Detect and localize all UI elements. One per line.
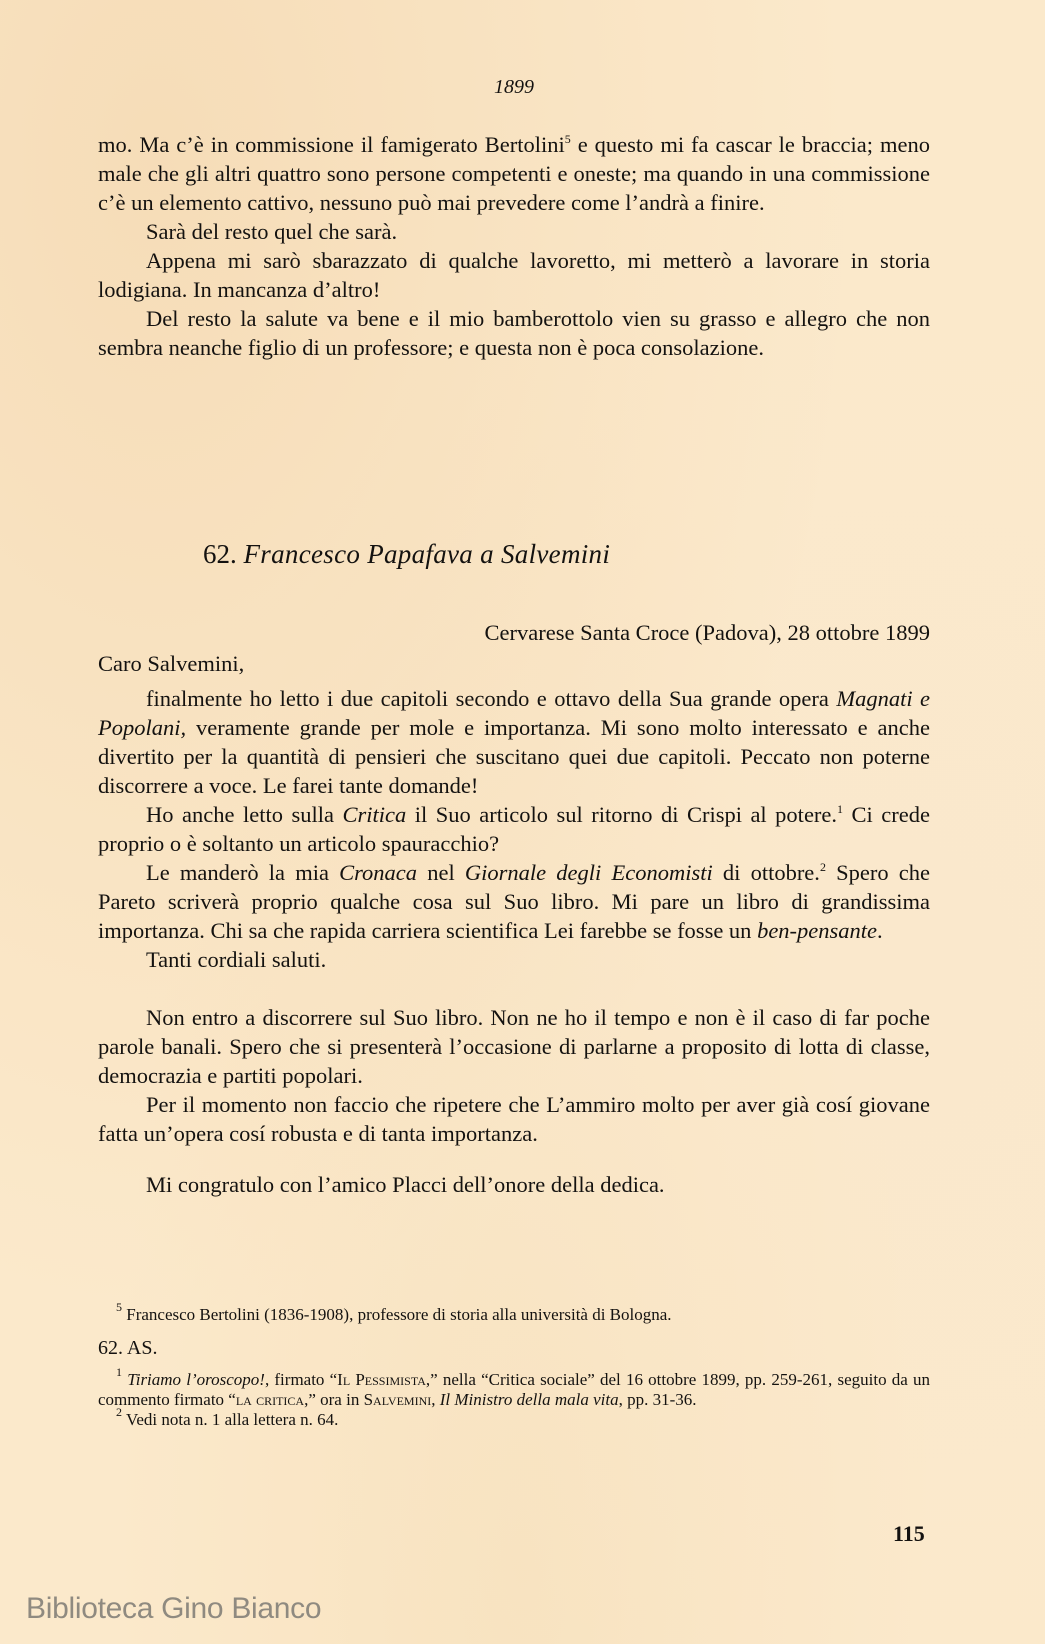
footnote-ref-1[interactable]: 1 [837,802,844,816]
paragraph: mo. Ma c’è in commissione il famigerato Bertolini$^5$ e questo mi fa cascar le braccia; meno male che gli altri quattro sono persone competenti e oneste; ma quando in una commissione c’è un elemento cattivo, nessuno può mai prevedere come l’andrà a finire. [98,132,930,215]
postscript-paragraph: Non entro a discorrere sul Suo libro. Non ne ho il tempo e non è il caso di far poche parole banali. Spero che si presenterà l’occasione di parlarne a proposito di lotta di classe, democrazia e partiti popolari. [98,1005,930,1088]
footnote-ref-5[interactable]: 5 [564,132,571,146]
postscript-paragraph: Mi congratulo con l’amico Placci dell’onore della dedica. [146,1172,665,1197]
letter-body [98,649,930,1199]
paragraph: Tanti cordiali saluti. [146,947,327,972]
paragraph: finalmente ho letto i due capitoli secondo e ottavo della Sua grande opera Magnati e Popolani, veramente grande per mole e importanza. Mi sono molto interessato e anche divertito per la quantità di pensieri che suscitano quei due capitoli. Peccato non poterne discorrere a voce. Le farei tante domande! [98,686,931,798]
paragraph: Appena mi sarò sbarazzato di qualche lavoretto, mi metterò a lavorare in storia lodigiana. In mancanza d’altro! [98,248,930,302]
paragraph: Del resto la salute va bene e il mio bamberottolo vien su grasso e allegro che non sembra neanche figlio di un professore; e questa non è poca consolazione. [98,306,930,360]
continued-letter-text [98,130,930,362]
footnote-ref-2[interactable]: 2 [819,860,826,874]
footnotes [98,1300,931,1430]
source-note: 62. AS. [98,1337,158,1359]
postscript-paragraph: Per il momento non faccio che ripetere che L’ammiro molto per aver già cosí giovane fatta un’opera cosí robusta e di tanta importanza. [98,1092,930,1146]
paragraph: Ho anche letto sulla Critica il Suo articolo sul ritorno di Crispi al potere.$^1$ Ci crede proprio o è soltanto un articolo spauracchio? [98,802,930,856]
paragraph: Sarà del resto quel che sarà. [146,219,398,244]
letter-dateline: Cervarese Santa Croce (Padova), 28 ottobre 1899 [484,620,930,645]
footnote-2: $^2$ Vedi nota n. 1 alla lettera n. 64. [116,1405,339,1429]
salutation: Caro Salvemini, [98,651,245,676]
letter-heading [203,539,610,570]
paragraph: Le manderò la mia Cronaca nel Giornale degli Economisti di ottobre.$^2$ Spero che Pareto scriverà proprio qualche cosa sul Suo libro. Mi pare un libro di grandissima importanza. Chi sa che rapida carriera scientifica Lei farebbe se fosse un ben-pensante. [98,860,930,943]
footnote-1: $^1$ Tiriamo l’oroscopo!, firmato “Il Pessimista,” nella “Critica sociale” del 16 ottobre 1899, pp. 259-261, seguito da un commento firmato “la critica,” ora in Salvemini, Il Ministro della mala vita, pp. 31-36. [98,1365,931,1409]
letter-title: Francesco Papafava a Salvemini [243,539,611,569]
running-head-year: 1899 [494,76,534,98]
footnote-5: $^5$ Francesco Bertolini (1836-1908), professore di storia alla università di Bologna. [116,1300,672,1324]
letter-number: 62. [203,539,237,569]
page-number: 115 [893,1521,925,1546]
library-watermark: Biblioteca Gino Bianco [26,1592,322,1625]
